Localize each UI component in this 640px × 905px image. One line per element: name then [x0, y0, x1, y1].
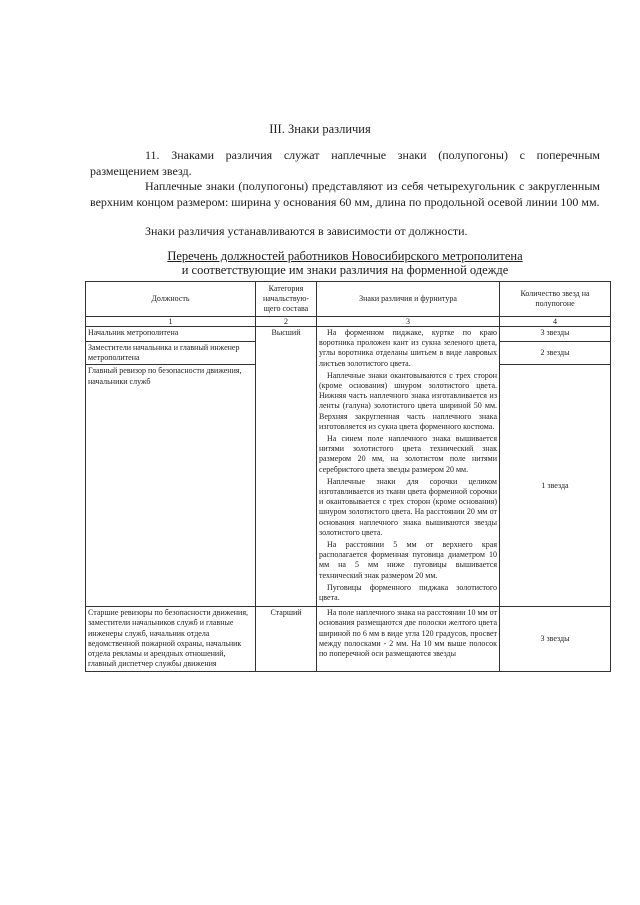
header-insignia: Знаки различия и фурнитура [317, 282, 500, 317]
description-paragraph: На расстоянии 5 мм от верхнего края располагается форменная пуговица диаметром 10 мм на 5 мм ниже пуговицы вышивается технический знак размером 20 мм. [319, 540, 497, 580]
ranks-table [85, 281, 611, 672]
position-cell: Главный ревизор по безопасности движения, начальники служб [86, 365, 256, 607]
elder-description-cell [317, 607, 500, 671]
category-cell: Старший [256, 607, 317, 671]
star-count-cell: 3 звезды [500, 327, 611, 342]
col-number: 3 [317, 317, 500, 327]
star-count-cell: 3 звезды [500, 607, 611, 671]
table-row [86, 607, 611, 671]
description-paragraph: На синем поле наплечного знака вышивается нитями золотистого цвета технический знак размером 20 мм, на золотистом поле нитями серебристого цвета звезды размером 20 мм. [319, 434, 497, 474]
description-paragraph: Наплечные знаки окантовываются с трех сторон (кроме основания) шнуром золотистого цвета. Нижняя часть наплечного знака изготавливается из ленты (галуна) золотистого цвета шириной 50 мм. Верхняя закругленная часть наплечного знака изготовляется из сукна цвета форменного костюма. [319, 370, 497, 431]
col-number: 4 [500, 317, 611, 327]
col-number: 2 [256, 317, 317, 327]
description-paragraph: Пуговицы форменного пиджака золотистого цвета. [319, 582, 497, 603]
list-title-line1: Перечень должностей работников Новосибирского метрополитена [167, 249, 523, 263]
table-number-row [86, 317, 611, 327]
position-cell: Начальник метрополитена [86, 327, 256, 342]
header-position: Должность [86, 282, 256, 317]
list-title-line2: и соответствующие им знаки различия на форменной одежде [181, 263, 509, 277]
description-paragraph: Наплечные знаки для сорочки целиком изготавливается из ткани цвета форменной сорочки и окантовывается с трех сторон (кроме основания) шнуром золотистого цвета. На расстоянии 20 мм от основания наплечного знака вышиваются звезды золотистого цвета. [319, 476, 497, 537]
section-title: III. Знаки различия [269, 122, 371, 136]
col-number: 1 [86, 317, 256, 327]
star-count-cell: 2 звезды [500, 342, 611, 365]
position-cell: Заместители начальника и главный инженер метрополитена [86, 342, 256, 365]
description-paragraph: На поле наплечного знака на расстоянии 10 мм от основания размещаются две полоски желтого цвета шириной по 6 мм в виде угла 120 градусов, просвет между полосками - 2 мм. На 10 мм выше полосок по поперечной оси размещаются звезды [319, 608, 497, 659]
list-title [90, 249, 600, 277]
header-star-count: Количество звезд на полупогоне [500, 282, 611, 317]
category-cell: Высший [256, 327, 317, 607]
senior-description-cell [317, 327, 500, 607]
position-cell: Старшие ревизоры по безопасности движения, заместители начальников служб и главные инженеры служб, начальник отдела ведомственной пожарной охраны, начальник отдела рекламы и арендных отношений, главный диспетчер службы движения [86, 607, 256, 671]
star-count-cell: 1 звезда [500, 365, 611, 607]
table-row [86, 327, 611, 342]
paragraph-insignia: 11. Знаками различия служат наплечные знаки (полупогоны) с поперечным размещением звезд. [90, 148, 600, 178]
table-header-row [86, 282, 611, 317]
description-paragraph: На форменном пиджаке, куртке по краю воротника проложен кант из сукна зеленого цвета, углы воротника отделаны шитьем в виде лавровых листьев золотистого цвета. [319, 328, 497, 368]
header-category: Категория начальствую-щего состава [256, 282, 317, 317]
paragraph-shoulder-marks: Наплечные знаки (полупогоны) представляют из себя четырехугольник с закругленным верхним концом размером: ширина у основания 60 мм, длина по продольной осевой линии 100 мм. [90, 179, 600, 209]
paragraph-by-position: Знаки различия устанавливаются в зависимости от должности. [145, 224, 468, 238]
